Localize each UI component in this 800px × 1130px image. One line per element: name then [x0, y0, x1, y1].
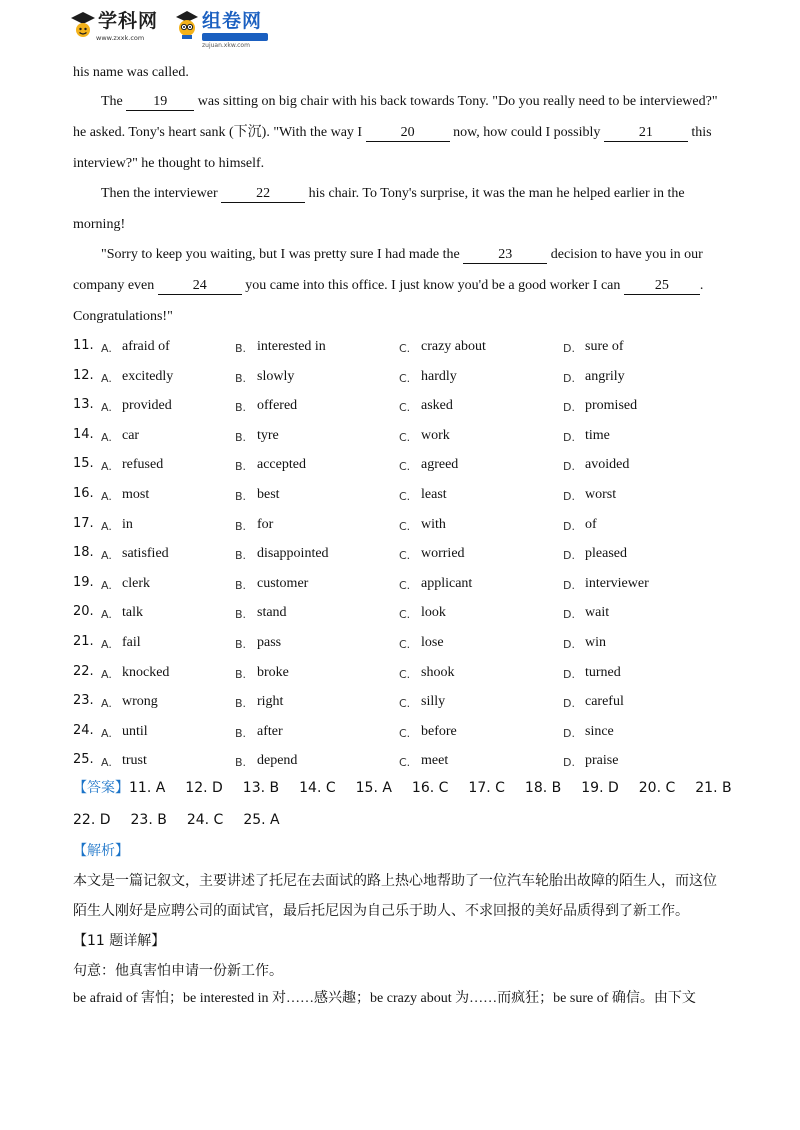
passage-text: he asked. Tony's heart sank (下沉). "With the way I	[73, 125, 363, 140]
option-text-c: crazy about	[421, 339, 486, 354]
option-text-d: wait	[585, 605, 610, 620]
option-letter-a: A.	[101, 490, 112, 503]
answer-item: 11. A	[129, 780, 166, 796]
option-letter-d: D.	[563, 520, 575, 533]
option-text-c: lose	[421, 635, 444, 650]
option-text-c: shook	[421, 665, 455, 680]
option-letter-d: D.	[563, 549, 575, 562]
detail-line-2: be afraid of 害怕；be interested in 对……感兴趣；be crazy about 为……而疯狂；be sure of 确信。由下文	[73, 991, 696, 1006]
option-letter-a: A.	[101, 579, 112, 592]
blank-25: 25	[624, 278, 700, 295]
option-text-c: work	[421, 428, 450, 443]
option-letter-a: A.	[101, 372, 112, 385]
option-text-b: stand	[257, 605, 287, 620]
option-text-c: hardly	[421, 369, 457, 384]
passage-line-3	[73, 124, 712, 142]
option-text-a: clerk	[122, 576, 150, 591]
option-text-b: offered	[257, 398, 298, 413]
option-text-c: agreed	[421, 457, 459, 472]
option-text-d: since	[585, 724, 614, 739]
option-text-a: in	[122, 517, 133, 532]
option-letter-c: C.	[399, 342, 411, 355]
option-text-d: interviewer	[585, 576, 649, 591]
option-text-b: accepted	[257, 457, 306, 472]
option-letter-d: D.	[563, 668, 575, 681]
answer-row-2	[73, 811, 300, 829]
option-letter-b: B.	[235, 549, 247, 562]
question-number: 13.	[73, 397, 94, 412]
question-number: 14.	[73, 427, 94, 442]
option-letter-c: C.	[399, 756, 411, 769]
passage-line-1	[73, 64, 189, 82]
option-letter-c: C.	[399, 401, 411, 414]
passage-line-6	[73, 216, 125, 234]
passage-text: now, how could I possibly	[453, 125, 601, 140]
question-number: 11.	[73, 338, 94, 353]
blank-22: 22	[221, 186, 305, 203]
answer-item: 14. C	[299, 780, 336, 796]
option-letter-d: D.	[563, 756, 575, 769]
answer-item: 18. B	[524, 780, 562, 796]
answer-item: 25. A	[243, 812, 280, 828]
answer-item: 12. D	[185, 780, 223, 796]
question-number: 16.	[73, 486, 94, 501]
detail-label: 【11 题详解】	[73, 933, 166, 949]
option-text-b: interested in	[257, 339, 326, 354]
option-text-a: most	[122, 487, 150, 502]
zxxk-url: www.zxxk.com	[96, 34, 145, 42]
option-letter-c: C.	[399, 668, 411, 681]
option-text-c: applicant	[421, 576, 473, 591]
option-letter-a: A.	[101, 549, 112, 562]
option-text-a: refused	[122, 457, 164, 472]
option-letter-b: B.	[235, 579, 247, 592]
option-letter-c: C.	[399, 460, 411, 473]
option-text-a: excitedly	[122, 369, 174, 384]
option-letter-b: B.	[235, 431, 247, 444]
option-letter-b: B.	[235, 372, 247, 385]
passage-text: you came into this office. I just know you'd be a good worker I can	[245, 278, 621, 293]
question-number: 22.	[73, 664, 94, 679]
option-letter-b: B.	[235, 520, 247, 533]
option-letter-d: D.	[563, 608, 575, 621]
option-text-b: broke	[257, 665, 289, 680]
passage-text: this	[691, 125, 712, 140]
option-letter-c: C.	[399, 490, 411, 503]
analysis-paragraph-1: 本文是一篇记叙文，主要讲述了托尼在去面试的路上热心地帮助了一位汽车轮胎出故障的陌生人，而这位	[73, 873, 717, 889]
option-text-a: provided	[122, 398, 172, 413]
option-letter-b: B.	[235, 460, 247, 473]
option-text-b: depend	[257, 753, 298, 768]
passage-text: interview?" he thought to himself.	[73, 156, 265, 171]
option-text-b: pass	[257, 635, 282, 650]
option-letter-d: D.	[563, 638, 575, 651]
passage-line-5	[101, 185, 685, 203]
option-text-a: wrong	[122, 694, 158, 709]
passage-line-9	[73, 308, 173, 326]
option-letter-b: B.	[235, 727, 247, 740]
option-letter-a: A.	[101, 460, 112, 473]
option-letter-d: D.	[563, 431, 575, 444]
option-text-b: best	[257, 487, 280, 502]
option-text-d: worst	[585, 487, 617, 502]
option-text-d: promised	[585, 398, 638, 413]
option-letter-a: A.	[101, 401, 112, 414]
option-letter-d: D.	[563, 490, 575, 503]
passage-text: .	[699, 278, 704, 293]
option-letter-a: A.	[101, 342, 112, 355]
option-text-a: car	[122, 428, 140, 443]
question-number: 17.	[73, 516, 94, 531]
option-text-d: pleased	[585, 546, 627, 561]
option-letter-c: C.	[399, 431, 411, 444]
zujuan-url: zujuan.xkw.com	[202, 42, 250, 49]
answer-item: 13. B	[242, 780, 280, 796]
option-letter-b: B.	[235, 401, 247, 414]
zxxk-logo[interactable]	[70, 10, 158, 40]
option-letter-a: A.	[101, 727, 112, 740]
option-text-c: meet	[421, 753, 449, 768]
option-letter-c: C.	[399, 697, 411, 710]
option-letter-a: A.	[101, 638, 112, 651]
option-letter-a: A.	[101, 697, 112, 710]
option-letter-a: A.	[101, 756, 112, 769]
option-text-b: for	[257, 517, 274, 532]
analysis-label	[73, 842, 129, 860]
option-text-d: turned	[585, 665, 621, 680]
detail-line-1: 句意：他真害怕申请一份新工作。	[73, 963, 283, 979]
passage-text: was sitting on big chair with his back towards Tony. "Do you really need to be interviewed?"	[197, 94, 718, 109]
option-letter-c: C.	[399, 638, 411, 651]
option-letter-b: B.	[235, 638, 247, 651]
option-letter-d: D.	[563, 401, 575, 414]
option-letter-b: B.	[235, 342, 247, 355]
option-text-b: slowly	[257, 369, 295, 384]
option-text-b: right	[257, 694, 284, 709]
passage-text: Then the interviewer	[101, 186, 218, 201]
question-number: 20.	[73, 604, 94, 619]
option-letter-c: C.	[399, 579, 411, 592]
question-number: 21.	[73, 634, 94, 649]
answer-item: 21. B	[695, 780, 732, 796]
option-text-b: customer	[257, 576, 309, 591]
blank-20: 20	[366, 125, 450, 142]
passage-text: his name was called.	[73, 65, 189, 80]
answer-item: 24. C	[186, 812, 224, 828]
passage-text: morning!	[73, 217, 126, 232]
option-letter-d: D.	[563, 342, 575, 355]
option-letter-b: B.	[235, 697, 247, 710]
mortarboard-icon	[70, 10, 96, 40]
option-text-c: worried	[421, 546, 465, 561]
option-letter-b: B.	[235, 756, 247, 769]
option-letter-d: D.	[563, 697, 575, 710]
option-letter-c: C.	[399, 727, 411, 740]
option-text-b: after	[257, 724, 283, 739]
option-text-c: look	[421, 605, 446, 620]
answer-item: 23. B	[130, 812, 167, 828]
answer-item: 16. C	[411, 780, 449, 796]
answer-item: 20. C	[638, 780, 676, 796]
option-letter-a: A.	[101, 668, 112, 681]
passage-text: Congratulations!"	[73, 309, 173, 324]
option-text-a: trust	[122, 753, 147, 768]
option-text-d: time	[585, 428, 610, 443]
mascot-icon	[174, 10, 200, 40]
passage-text: The	[101, 94, 123, 109]
passage-line-8	[73, 277, 703, 295]
answer-item: 17. C	[468, 780, 505, 796]
question-number: 24.	[73, 723, 94, 738]
passage-text: his chair. To Tony's surprise, it was the man he helped earlier in the	[308, 186, 685, 201]
analysis-label-text: 【解析】	[73, 843, 129, 859]
passage-text: "Sorry to keep you waiting, but I was pretty sure I had made the	[101, 247, 460, 262]
option-letter-c: C.	[399, 372, 411, 385]
passage-text: decision to have you in our	[550, 247, 703, 262]
option-text-a: talk	[122, 605, 143, 620]
option-letter-d: D.	[563, 460, 575, 473]
option-letter-b: B.	[235, 490, 247, 503]
option-letter-a: A.	[101, 520, 112, 533]
answer-row-1	[73, 779, 752, 797]
question-number: 12.	[73, 368, 94, 383]
option-text-a: fail	[122, 635, 141, 650]
blank-19: 19	[126, 94, 194, 111]
option-text-a: until	[122, 724, 148, 739]
question-number: 23.	[73, 693, 94, 708]
option-letter-d: D.	[563, 579, 575, 592]
option-text-a: knocked	[122, 665, 170, 680]
passage-line-2	[101, 93, 718, 111]
option-text-d: angrily	[585, 369, 625, 384]
blank-23: 23	[463, 247, 547, 264]
option-text-a: satisfied	[122, 546, 169, 561]
option-text-d: of	[585, 517, 597, 532]
option-text-d: praise	[585, 753, 619, 768]
question-number: 25.	[73, 752, 94, 767]
option-text-d: avoided	[585, 457, 630, 472]
zxxk-brand: 学科网	[98, 10, 159, 32]
option-text-a: afraid of	[122, 339, 170, 354]
option-letter-b: B.	[235, 608, 247, 621]
passage-line-4	[73, 155, 264, 173]
option-letter-c: C.	[399, 520, 411, 533]
option-letter-d: D.	[563, 372, 575, 385]
option-letter-a: A.	[101, 431, 112, 444]
option-text-d: win	[585, 635, 606, 650]
analysis-paragraph-2: 陌生人刚好是应聘公司的面试官，最后托尼因为自己乐于助人、不求回报的美好品质得到了新工作。	[73, 903, 689, 919]
zujuan-tagline-bar	[202, 33, 268, 41]
blank-21: 21	[604, 125, 688, 142]
option-letter-d: D.	[563, 727, 575, 740]
option-letter-c: C.	[399, 608, 411, 621]
option-text-c: silly	[421, 694, 446, 709]
option-text-b: tyre	[257, 428, 279, 443]
option-text-d: careful	[585, 694, 624, 709]
option-letter-c: C.	[399, 549, 411, 562]
zujuan-brand: 组卷网	[202, 10, 263, 32]
answer-label: 【答案】	[73, 780, 129, 796]
answer-item: 15. A	[355, 780, 392, 796]
option-text-d: sure of	[585, 339, 624, 354]
option-text-c: least	[421, 487, 447, 502]
passage-line-7	[101, 246, 703, 264]
question-number: 19.	[73, 575, 94, 590]
header-logos	[70, 8, 290, 50]
option-letter-a: A.	[101, 608, 112, 621]
passage-text: company even	[73, 278, 155, 293]
option-text-b: disappointed	[257, 546, 329, 561]
answer-item: 22. D	[73, 812, 111, 828]
answer-item: 19. D	[581, 780, 619, 796]
question-number: 18.	[73, 545, 94, 560]
blank-24: 24	[158, 278, 242, 295]
question-number: 15.	[73, 456, 94, 471]
option-letter-b: B.	[235, 668, 247, 681]
option-text-c: asked	[421, 398, 453, 413]
option-text-c: with	[421, 517, 446, 532]
option-text-c: before	[421, 724, 457, 739]
